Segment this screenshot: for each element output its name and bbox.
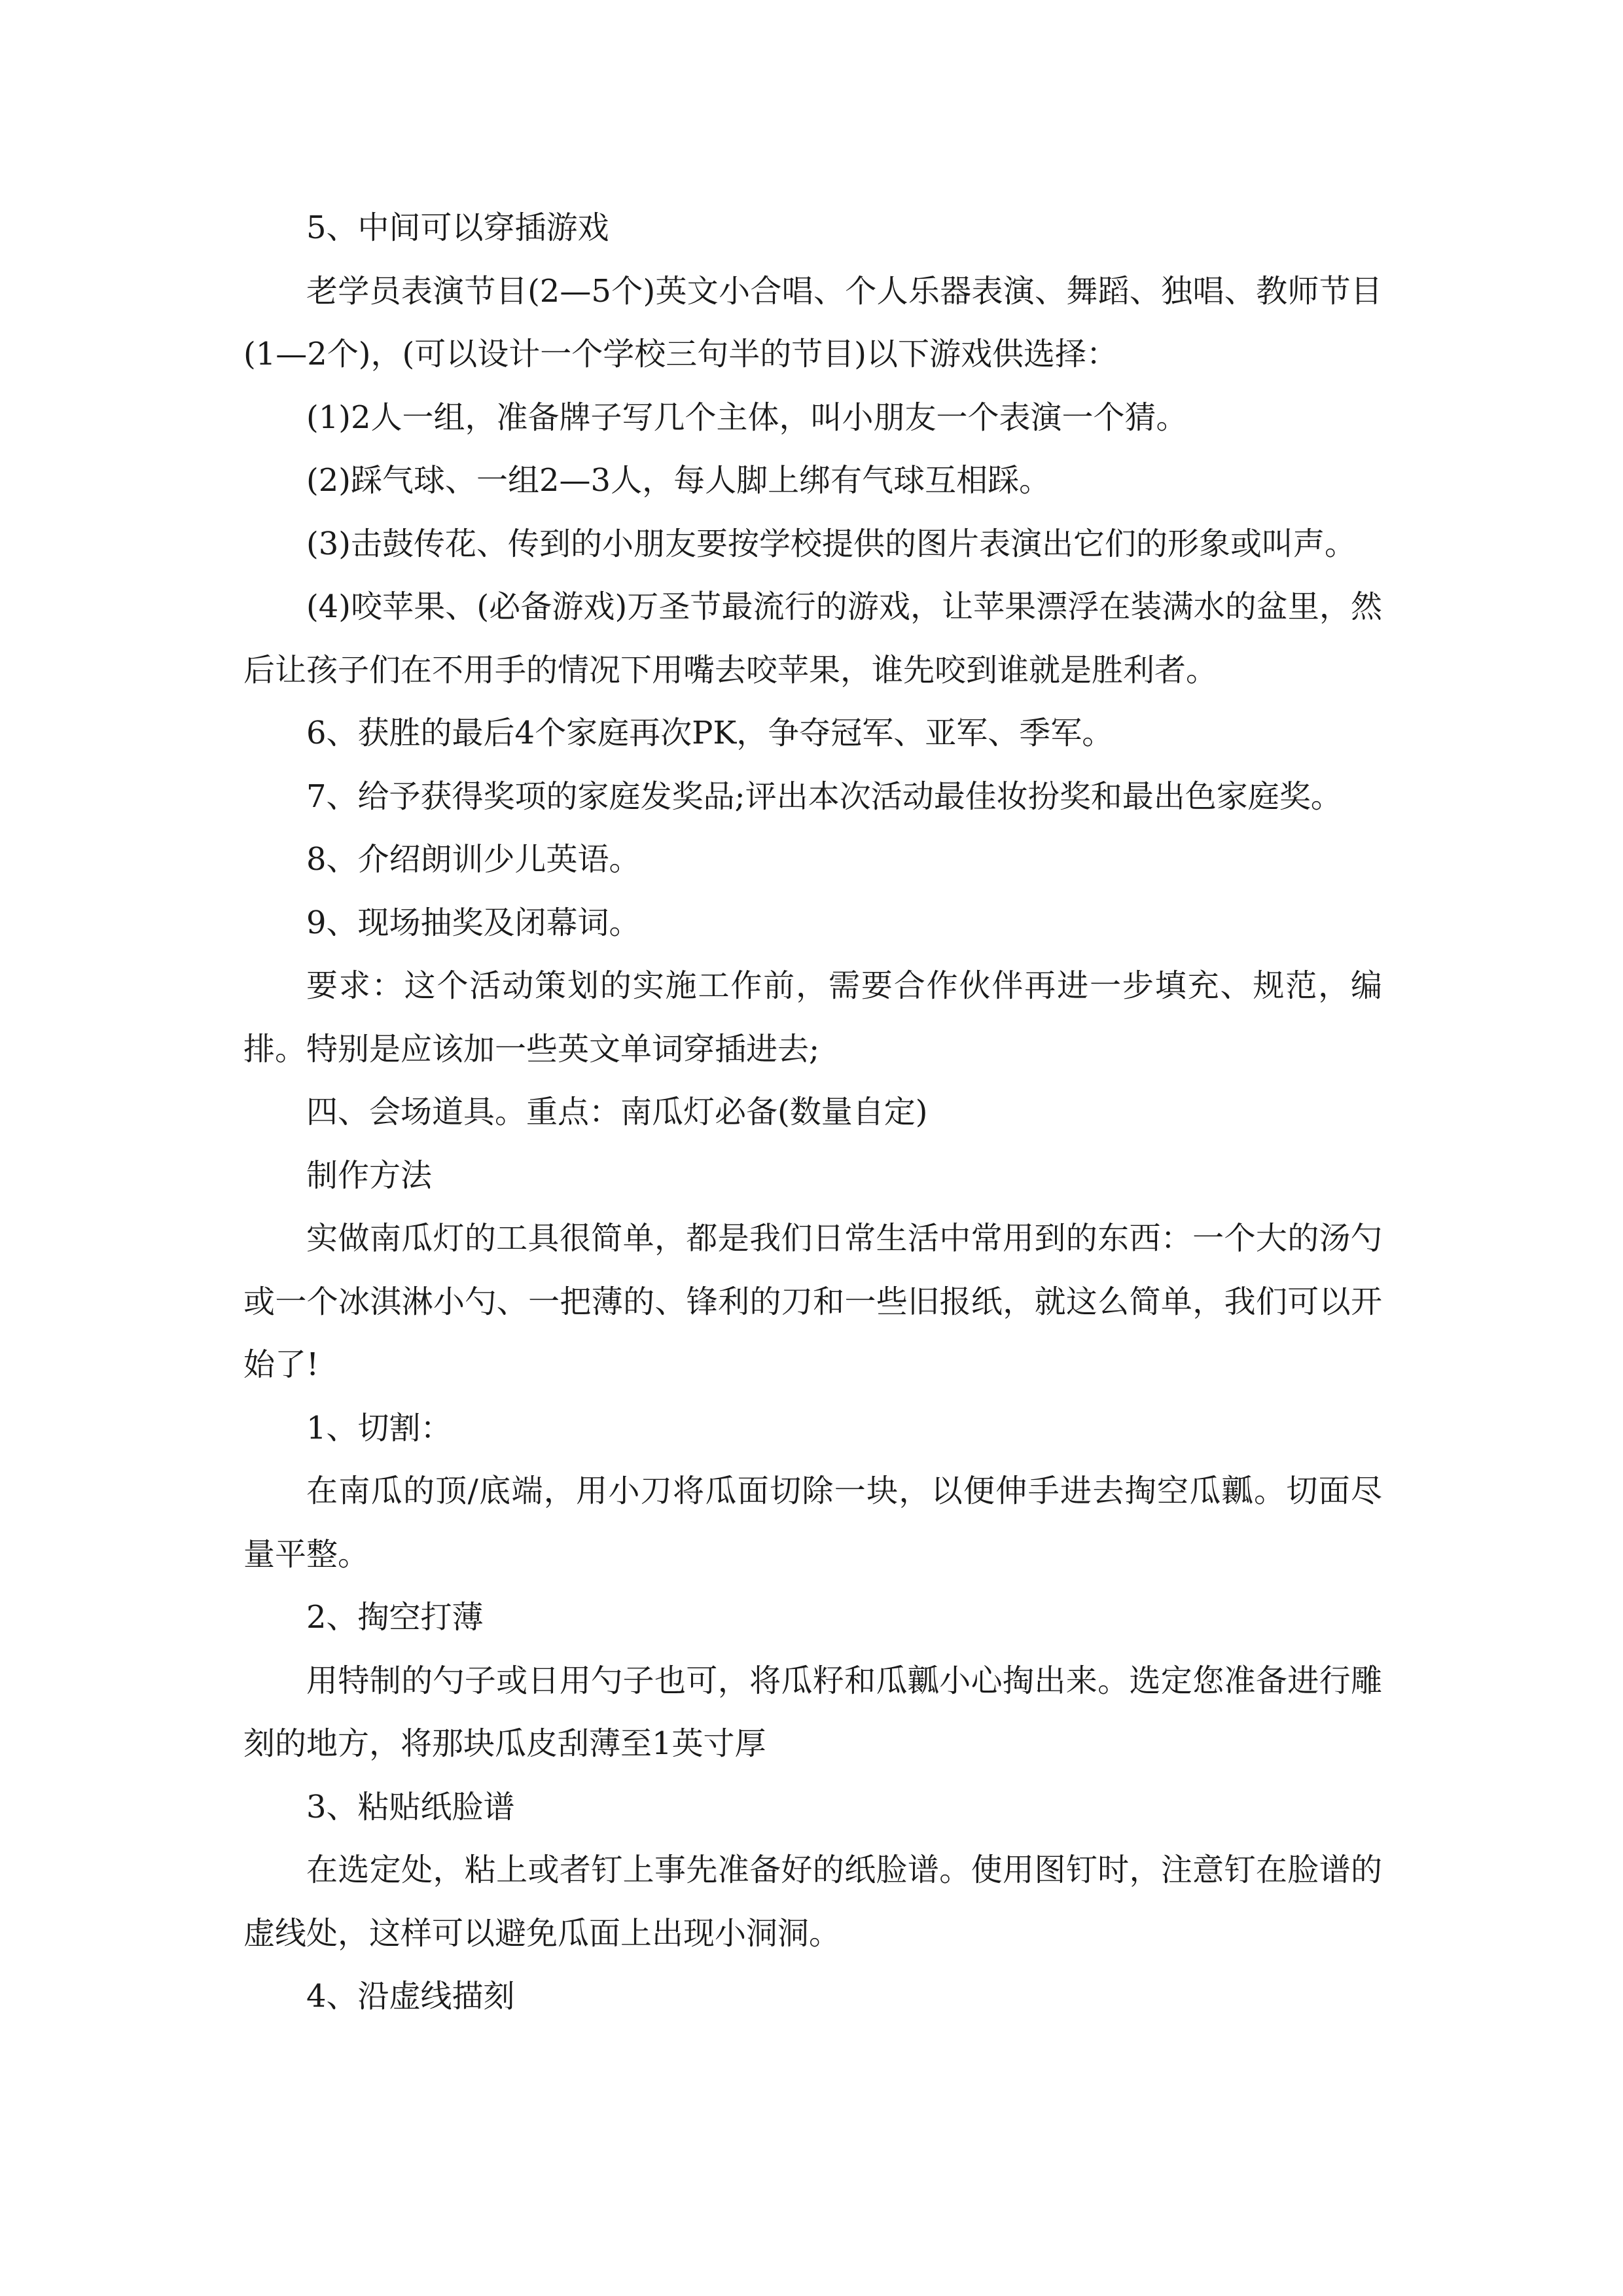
- paragraph-method-heading: 制作方法: [306, 1157, 433, 1194]
- document-body: [243, 196, 1382, 2028]
- paragraph-game-2: (2)踩气球、一组2—3人，每人脚上绑有气球互相踩。: [306, 462, 1051, 499]
- paragraph-step-1-body: 在南瓜的顶/底端，用小刀将瓜面切除一块，以便伸手进去掏空瓜瓤。切面尽量平整。: [243, 1473, 1382, 1573]
- paragraph-requirements: 要求：这个活动策划的实施工作前，需要合作伙伴再进一步填充、规范，编排。特别是应该加一些英文单词穿插进去;: [243, 967, 1382, 1067]
- paragraph-section-7: 7、给予获得奖项的家庭发奖品;评出本次活动最佳妆扮奖和最出色家庭奖。: [306, 778, 1342, 815]
- paragraph-game-4: (4)咬苹果、(必备游戏)万圣节最流行的游戏，让苹果漂浮在装满水的盆里，然后让孩子们在不用手的情况下用嘴去咬苹果，谁先咬到谁就是胜利者。: [243, 588, 1382, 689]
- paragraph-game-1: (1)2人一组，准备牌子写几个主体，叫小朋友一个表演一个猜。: [306, 399, 1188, 436]
- paragraph-step-2-heading: 2、掏空打薄: [306, 1599, 484, 1636]
- paragraph-step-4-heading: 4、沿虚线描刻: [306, 1978, 515, 2015]
- paragraph-step-1-heading: 1、切割：: [306, 1409, 452, 1446]
- paragraph-game-3: (3)击鼓传花、传到的小朋友要按学校提供的图片表演出它们的形象或叫声。: [306, 525, 1356, 562]
- paragraph-section-8: 8、介绍朗训少儿英语。: [306, 841, 641, 878]
- paragraph-step-2-body: 用特制的勺子或日用勺子也可，将瓜籽和瓜瓤小心掏出来。选定您准备进行雕刻的地方，将那块瓜皮刮薄至1英寸厚: [243, 1662, 1382, 1762]
- paragraph-props-heading: 四、会场道具。重点：南瓜灯必备(数量自定): [306, 1094, 928, 1130]
- paragraph-step-3-body: 在选定处，粘上或者钉上事先准备好的纸脸谱。使用图钉时，注意钉在脸谱的虚线处，这样可以避免瓜面上出现小洞洞。: [243, 1852, 1382, 1952]
- paragraph-tools: 实做南瓜灯的工具很简单，都是我们日常生活中常用到的东西：一个大的汤勺或一个冰淇淋小勺、一把薄的、锋利的刀和一些旧报纸，就这么简单，我们可以开始了!: [243, 1220, 1382, 1383]
- paragraph-performances: 老学员表演节目(2—5个)英文小合唱、个人乐器表演、舞蹈、独唱、教师节目(1—2个)，(可以设计一个学校三句半的节目)以下游戏供选择：: [243, 272, 1382, 372]
- paragraph-section-5: 5、中间可以穿插游戏: [306, 209, 609, 246]
- paragraph-step-3-heading: 3、粘贴纸脸谱: [306, 1788, 515, 1825]
- paragraph-section-6: 6、获胜的最后4个家庭再次PK，争夺冠军、亚军、季军。: [306, 715, 1114, 751]
- paragraph-section-9: 9、现场抽奖及闭幕词。: [306, 904, 641, 941]
